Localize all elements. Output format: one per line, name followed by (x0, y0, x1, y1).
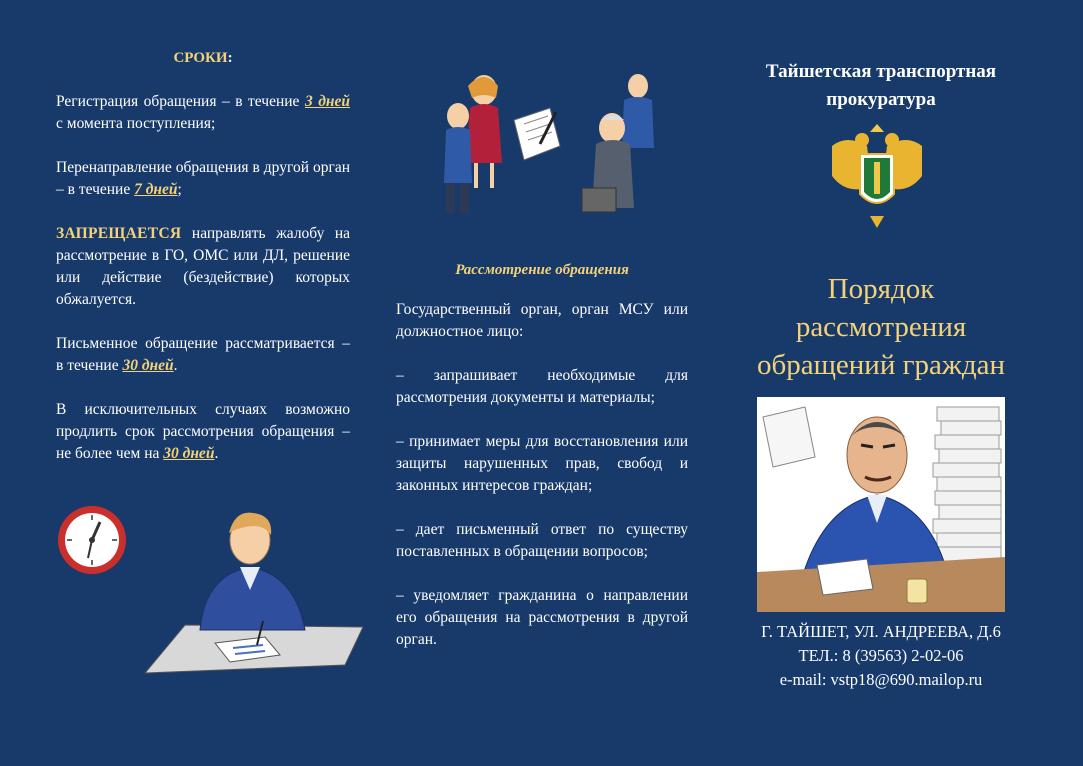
review-heading: Рассмотрение обращения (455, 262, 629, 278)
terms-heading: СРОКИ: (173, 50, 233, 66)
brochure-title (735, 270, 1027, 384)
title-line2: рассмотрения (795, 311, 967, 343)
title-line3: обращений граждан (756, 349, 1006, 381)
org-name-line2: прокуратура (826, 89, 936, 110)
title-line1: Порядок (827, 273, 935, 305)
left-column (56, 50, 350, 487)
clock-icon (56, 504, 128, 576)
prosecutor-emblem-icon (822, 116, 932, 234)
review-item: – уведомляет гражданина о направлении его обращения на рассмотрения в другой орган. (396, 587, 688, 648)
review-item: – запрашивает необходимые для рассмотрения документы и материалы; (396, 367, 688, 406)
redirect-term: Перенаправление обращения в другой орган – в течение 7 дней; (56, 159, 350, 198)
review-item: – дает письменный ответ по существу поставленных в обращении вопросов; (396, 521, 688, 560)
org-name-line1: Тайшетская транспортная (765, 61, 997, 82)
officer-at-desk-illustration (145, 505, 365, 675)
right-column (735, 58, 1027, 114)
middle-column (396, 262, 688, 673)
registration-term: Регистрация обращения – в течение 3 дней с момента поступления; (56, 93, 351, 132)
prohibition-note: ЗАПРЕЩАЕТСЯ направлять жалобу на рассмотрение в ГО, ОМС или ДЛ, решение или действие (бездействие) которых обжалуется. (56, 225, 350, 308)
extension-term: В исключительных случаях возможно продлить срок рассмотрения обращения – не более чем на 30 дней. (56, 401, 350, 462)
citizens-illustration (432, 68, 672, 228)
address: Г. ТАЙШЕТ, УЛ. АНДРЕЕВА, Д.6 (761, 622, 1001, 641)
written-term: Письменное обращение рассматривается – в течение 30 дней. (56, 335, 350, 374)
phone: ТЕЛ.: 8 (39563) 2-02-06 (798, 646, 964, 665)
contacts (735, 620, 1027, 692)
prosecutor-with-papers-illustration (757, 397, 1005, 612)
review-intro: Государственный орган, орган МСУ или должностное лицо: (396, 301, 688, 340)
email: e-mail: vstp18@690.mailop.ru (779, 670, 983, 689)
review-item: – принимает меры для восстановления или защиты нарушенных прав, свобод и законных интересов граждан; (396, 433, 688, 494)
